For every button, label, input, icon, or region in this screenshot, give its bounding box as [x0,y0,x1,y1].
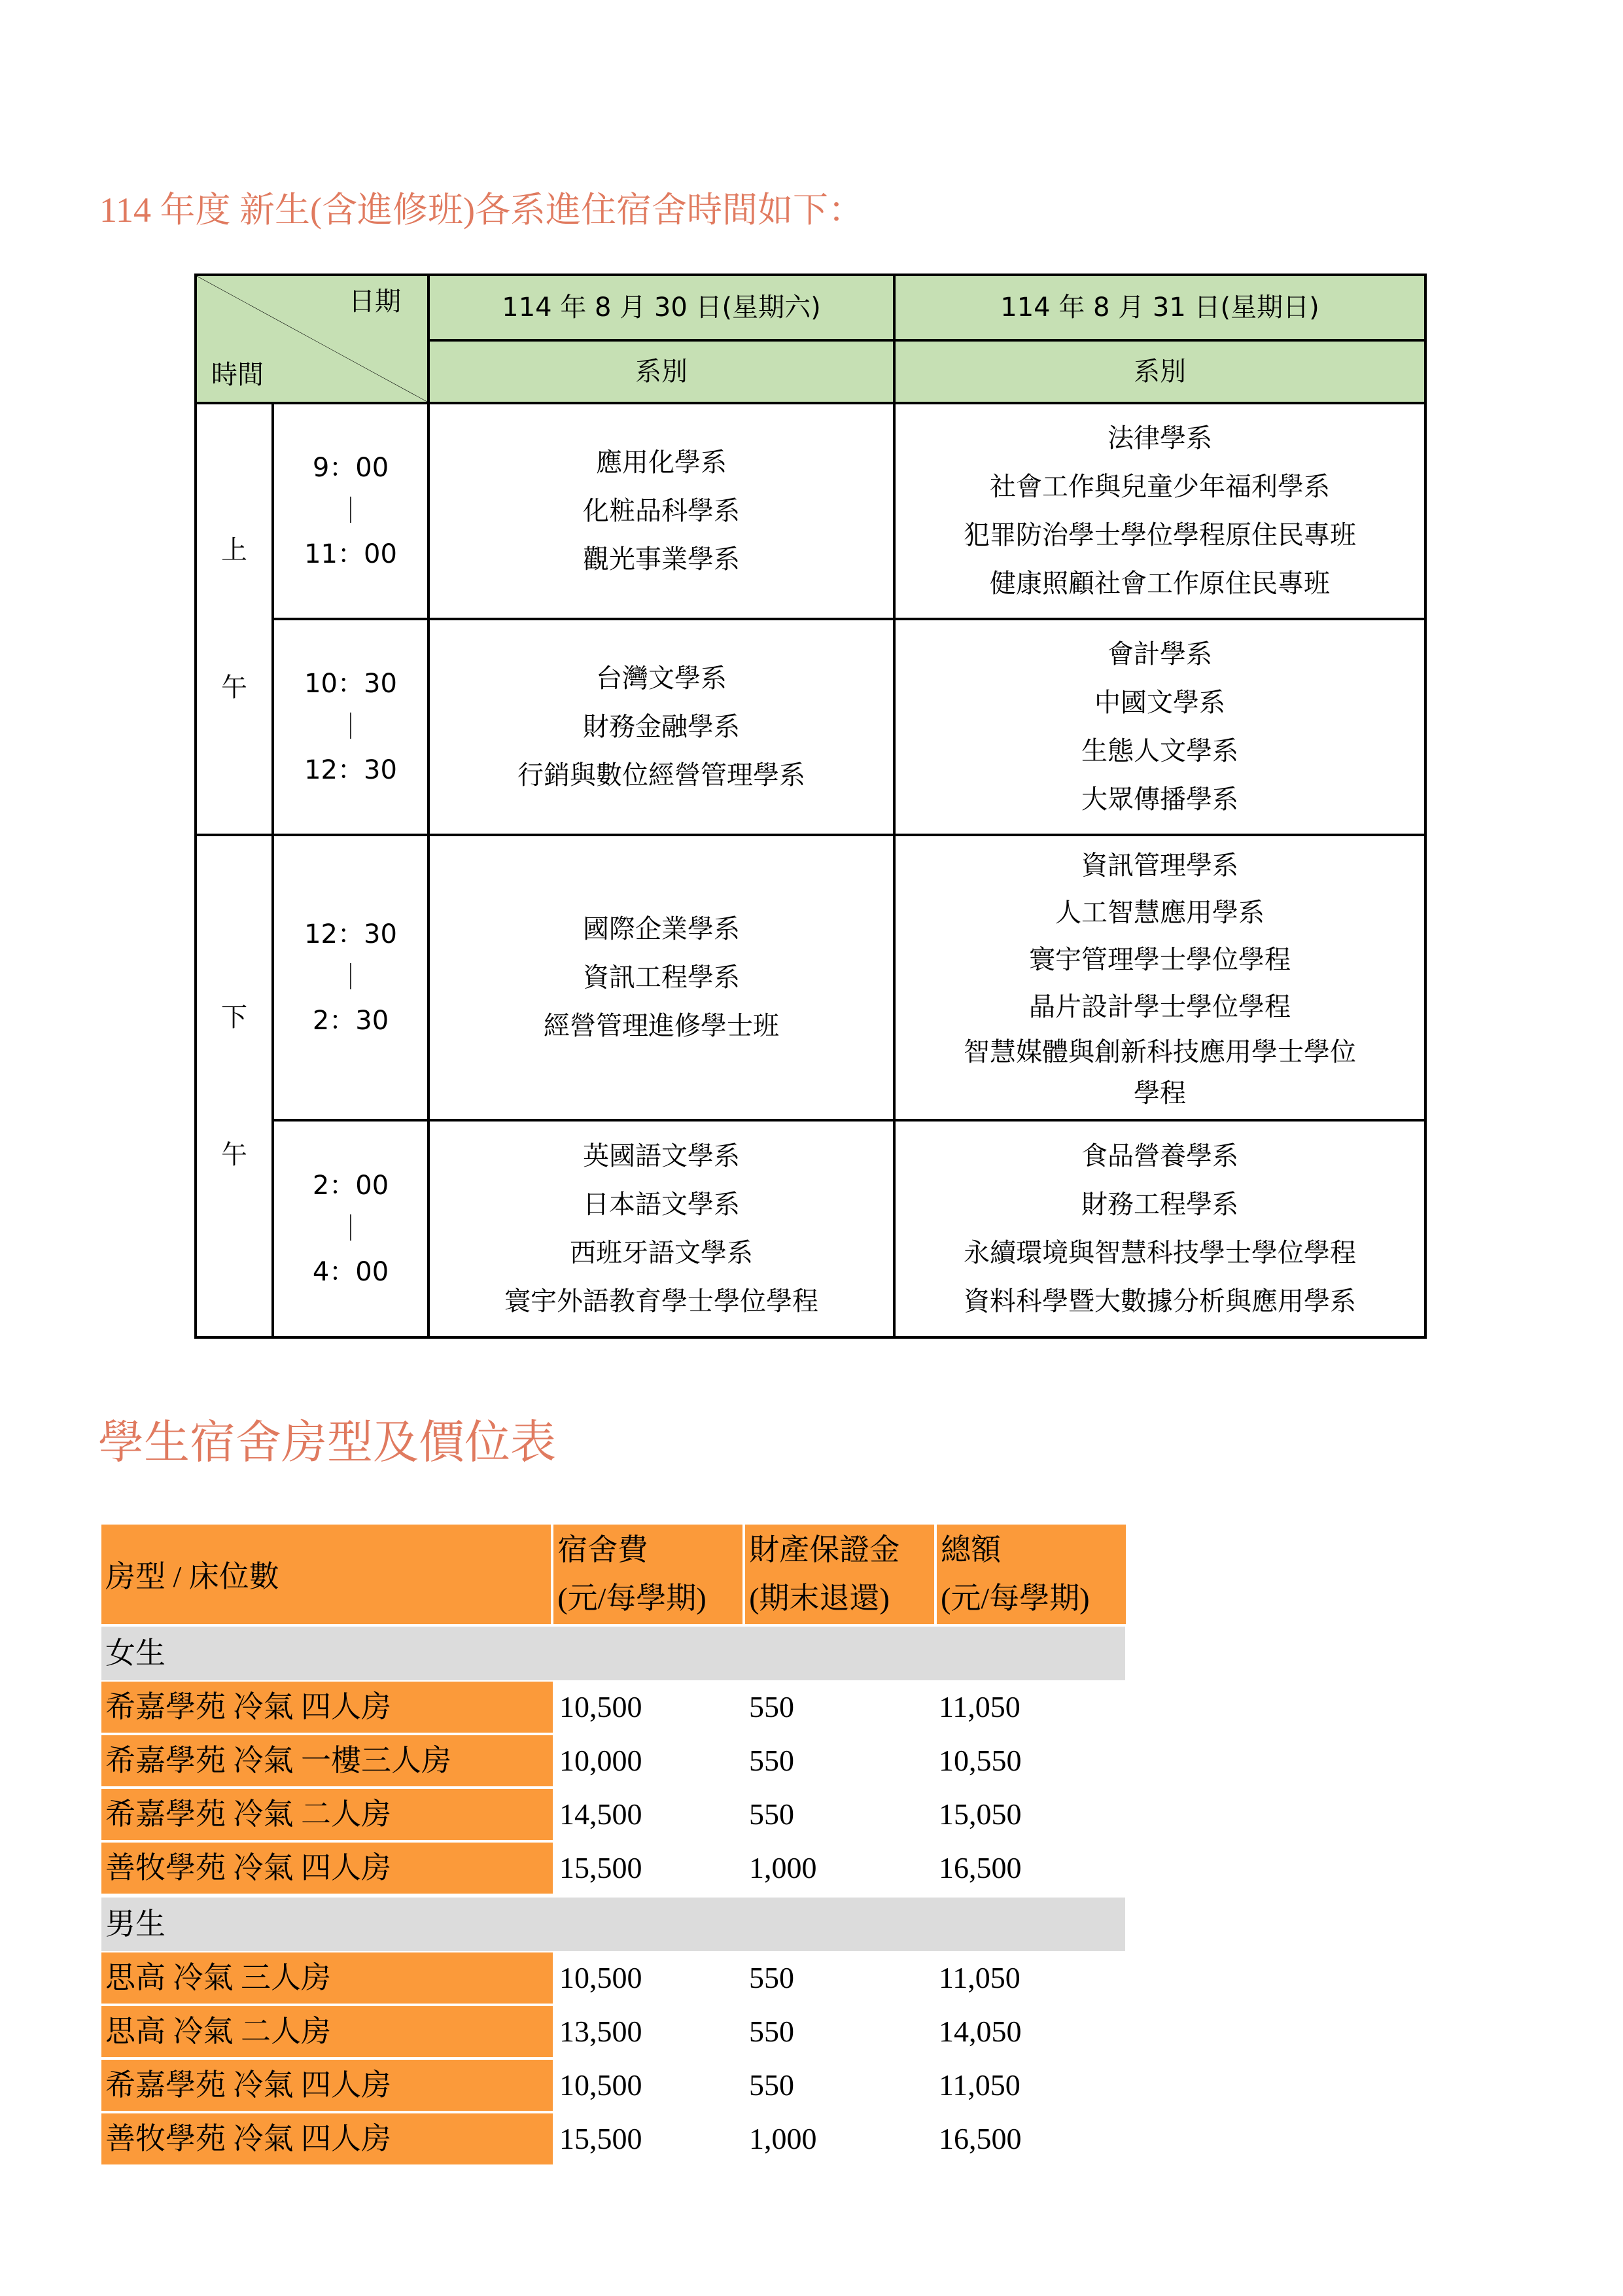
table-row: 希嘉學苑 冷氣 四人房 10,500 550 11,050 [101,2058,1128,2112]
time-slot: 10：30 ｜ 12：30 [273,619,428,835]
time-slot: 9：00 ｜ 11：00 [273,403,428,619]
day1-departments: 國際企業學系 資訊工程學系 經營管理進修學士班 [428,835,894,1120]
group-label-female: 女生 [101,1627,1125,1680]
day1-departments: 應用化學系 化粧品科學系 觀光事業學系 [428,403,894,619]
table-row: 希嘉學苑 冷氣 二人房 14,500 550 15,050 [101,1788,1128,1841]
table-row: 思高 冷氣 三人房 10,500 550 11,050 [101,1951,1128,2005]
corner-time-label: 時間 [211,360,264,390]
day2-dept-label: 系別 [894,340,1425,403]
table-row: 希嘉學苑 冷氣 一樓三人房 10,000 550 10,550 [101,1734,1128,1788]
day1-dept-label: 系別 [428,340,894,403]
day2-departments: 資訊管理學系 人工智慧應用學系 寰宇管理學士學位學程 晶片設計學士學位學程 智慧媒體與創新科技應用學士學位 學程 [894,835,1425,1120]
day1-departments: 英國語文學系 日本語文學系 西班牙語文學系 寰宇外語教育學士學位學程 [428,1120,894,1337]
fee-table-header [101,1525,1128,1624]
afternoon-label: 下 午 [196,835,273,1337]
table-row: 善牧學苑 冷氣 四人房 15,500 1,000 16,500 [101,1841,1128,1895]
move-in-schedule-table [194,274,1427,1339]
fees-title: 學生宿舍房型及價位表 [98,1418,556,1468]
table-row: 希嘉學苑 冷氣 四人房 10,500 550 11,050 [101,1680,1128,1734]
corner-header-cell [196,275,428,403]
corner-date-label: 日期 [349,287,401,317]
time-slot: 12：30 ｜ 2：30 [273,835,428,1120]
dorm-fee-table [101,1525,1128,2166]
day1-departments: 台灣文學系 財務金融學系 行銷與數位經營管理學系 [428,619,894,835]
table-row: 思高 冷氣 二人房 13,500 550 14,050 [101,2005,1128,2058]
total-header: 總額 (元/每學期) [937,1525,1126,1624]
deposit-header: 財產保證金 (期末退還) [745,1525,934,1624]
day2-departments: 食品營養學系 財務工程學系 永續環境與智慧科技學士學位學程 資料科學暨大數據分析與應用學系 [894,1120,1425,1337]
day2-departments: 會計學系 中國文學系 生態人文學系 大眾傳播學系 [894,619,1425,835]
day2-departments: 法律學系 社會工作與兒童少年福利學系 犯罪防治學士學位學程原住民專班 健康照顧社會工作原住民專班 [894,403,1425,619]
morning-label: 上 午 [196,403,273,835]
time-slot: 2：00 ｜ 4：00 [273,1120,428,1337]
day2-header: 114 年 8 月 31 日(星期日) [894,275,1425,340]
room-type-header: 房型 / 床位數 [101,1525,551,1624]
group-label-male: 男生 [101,1898,1125,1951]
table-row: 善牧學苑 冷氣 四人房 15,500 1,000 16,500 [101,2112,1128,2166]
schedule-title: 114 年度 新生(含進修班)各系進住宿舍時間如下： [99,190,864,230]
day1-header: 114 年 8 月 30 日(星期六) [428,275,894,340]
fee-header: 宿舍費 (元/每學期) [553,1525,742,1624]
